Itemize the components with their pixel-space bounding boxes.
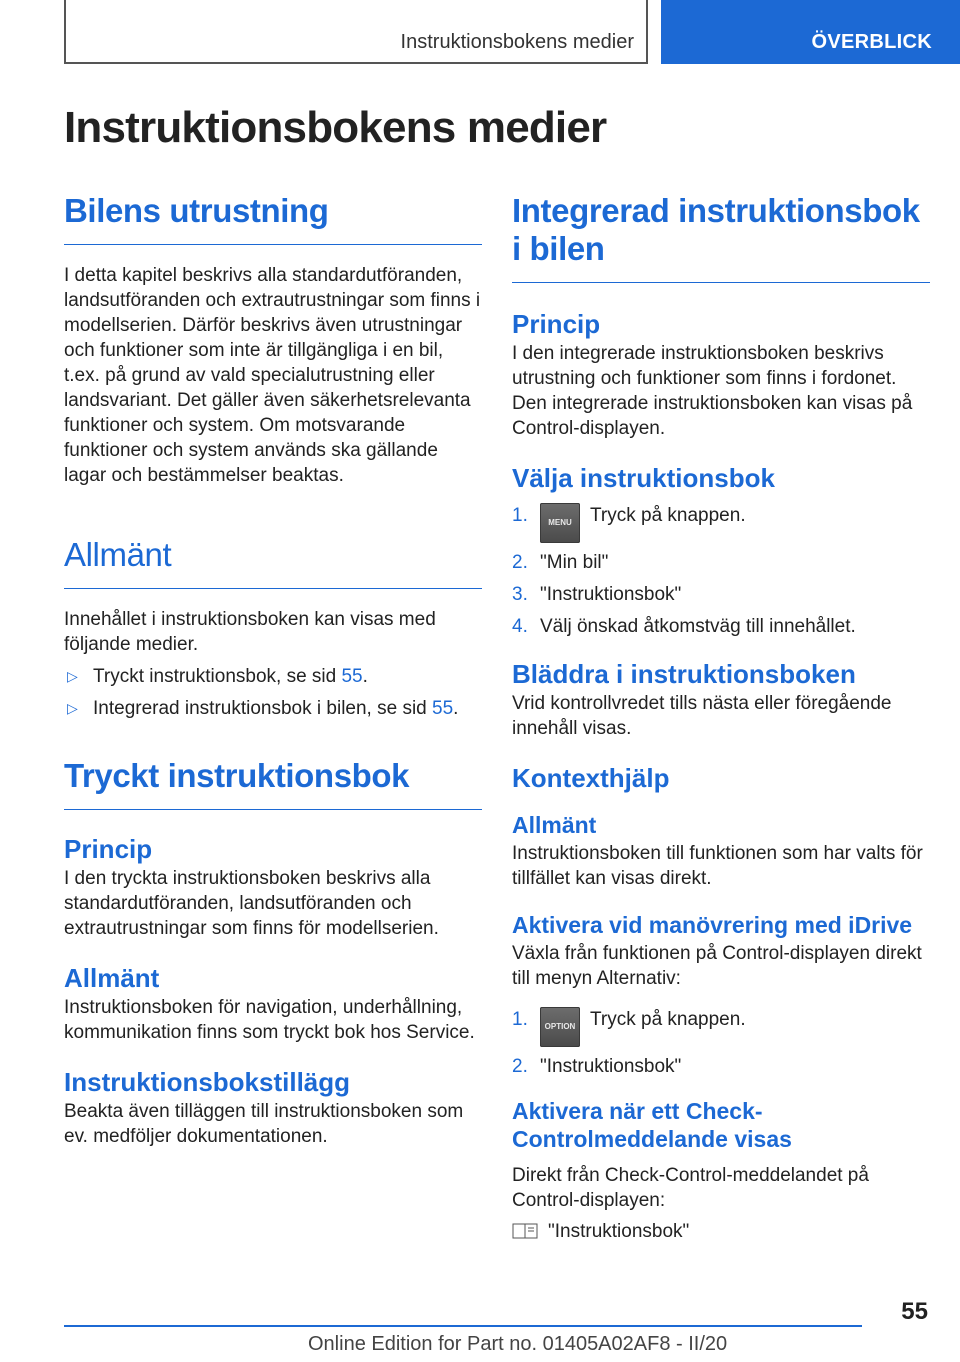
header-tab bbox=[661, 0, 960, 64]
page-title: Instruktionsbokens medier bbox=[64, 103, 607, 152]
heading-kontexthjalp: Kontexthjälp bbox=[512, 763, 670, 793]
menu-button-icon: MENU bbox=[540, 503, 580, 543]
triangle-bullet-icon: ▷ bbox=[67, 700, 78, 716]
heading-allmant-tryckt: Allmänt bbox=[64, 963, 160, 993]
allmant-body: Innehållet i instruktionsboken kan visas med följande medier. bbox=[64, 609, 436, 655]
list-item: 2. "Instruktionsbok" bbox=[512, 1056, 682, 1077]
header-section-title: Instruktionsbokens medier bbox=[400, 31, 634, 53]
list-item: "Instruktionsbok" bbox=[512, 1219, 930, 1244]
tillagg-body: Beakta även tilläggen till instruktionsboken som ev. medföljer dokumentationen. bbox=[64, 1101, 464, 1147]
page-link[interactable]: 55 bbox=[432, 698, 454, 719]
triangle-bullet-icon: ▷ bbox=[67, 668, 78, 684]
display-book-icon bbox=[512, 1223, 538, 1239]
heading-integrerad-instruktionsbok: Integrerad instruktionsbok i bilen bbox=[512, 192, 930, 283]
list-item: 3. "Instruktionsbok" bbox=[512, 584, 682, 605]
tryckt-princip-body: I den tryckta instruktionsboken beskrivs alla standardutföranden, landsutföranden och extrautrustningar som finns för modellserien. bbox=[64, 868, 439, 939]
footer-edition: Online Edition for Part no. 01405A02AF8 - II/20 bbox=[308, 1333, 728, 1355]
page-number: 55 bbox=[901, 1298, 928, 1325]
header-tab-label: ÖVERBLICK bbox=[811, 31, 932, 53]
idrive-body: Växla från funktionen på Control-displayen direkt till menyn Alternativ: bbox=[512, 943, 922, 989]
heading-instruktionsbokstillagg: Instruktionsbokstillägg bbox=[64, 1067, 351, 1097]
integrerad-princip-body: I den integrerade instruktionsboken beskrivs utrustning och funktioner som finns i fordonet. Den integrerade instruktionsboken kan visas på Control-displayen. bbox=[512, 343, 913, 439]
list-item: 1. MENU Tryck på knappen. bbox=[512, 503, 930, 543]
footer-divider bbox=[64, 1325, 862, 1327]
heading-aktivera-check-control: Aktivera när ett Check-Controlmeddelande visas bbox=[512, 1098, 792, 1152]
heading-princip: Princip bbox=[64, 834, 153, 864]
bladdra-body: Vrid kontrollvredet tills nästa eller föregående innehåll visas. bbox=[512, 693, 892, 739]
heading-valja-instruktionsbok: Välja instruktionsbok bbox=[512, 463, 775, 493]
option-button-icon: OPTION bbox=[540, 1007, 580, 1047]
heading-allmant: Allmänt bbox=[64, 536, 482, 589]
list-item: 1. OPTION Tryck på knappen. bbox=[512, 1007, 930, 1047]
heading-aktivera-idrive: Aktivera vid manövrering med iDrive bbox=[512, 912, 913, 938]
kontext-allmant-body: Instruktionsboken till funktionen som har valts för tillfället kan visas direkt. bbox=[512, 843, 923, 889]
heading-bilens-utrustning: Bilens utrustning bbox=[64, 192, 482, 245]
heading-bladdra: Bläddra i instruktionsboken bbox=[512, 659, 856, 689]
left-column bbox=[64, 192, 482, 1149]
list-item: 2. "Min bil" bbox=[512, 552, 609, 573]
heading-tryckt-instruktionsbok: Tryckt instruktionsbok bbox=[64, 757, 482, 810]
check-body: Direkt från Check-Control-meddelandet på Control-displayen: bbox=[512, 1165, 869, 1211]
bilens-utrustning-body: I detta kapitel beskrivs alla standardutföranden, landsutföranden och extrautrustningar som finns i modellserien. Därför beskrivs även utrustningar och funktioner som inte är tillgängliga i en bil, t.ex. på grund av vald specialutrustning eller landsvariant. Det gäller även säkerhetsrelevanta funktioner och system. Om motsvarande funktioner och system används ska gällande lagar och bestämmelser beaktas. bbox=[64, 265, 481, 486]
heading-princip-integrerad: Princip bbox=[512, 309, 601, 339]
right-column bbox=[512, 192, 930, 1244]
list-item: ▷ Tryckt instruktionsbok, se sid 55. bbox=[67, 666, 368, 687]
page-link[interactable]: 55 bbox=[341, 666, 363, 687]
list-item: 4. Välj önskad åtkomstväg till innehållet. bbox=[512, 616, 856, 637]
heading-kontext-allmant: Allmänt bbox=[512, 812, 597, 838]
header-section-box bbox=[64, 0, 648, 64]
list-item: ▷ Integrerad instruktionsbok i bilen, se sid 55. bbox=[67, 698, 459, 719]
tryckt-allmant-body: Instruktionsboken för navigation, underhållning, kommunikation finns som tryckt bok hos Service. bbox=[64, 997, 475, 1043]
